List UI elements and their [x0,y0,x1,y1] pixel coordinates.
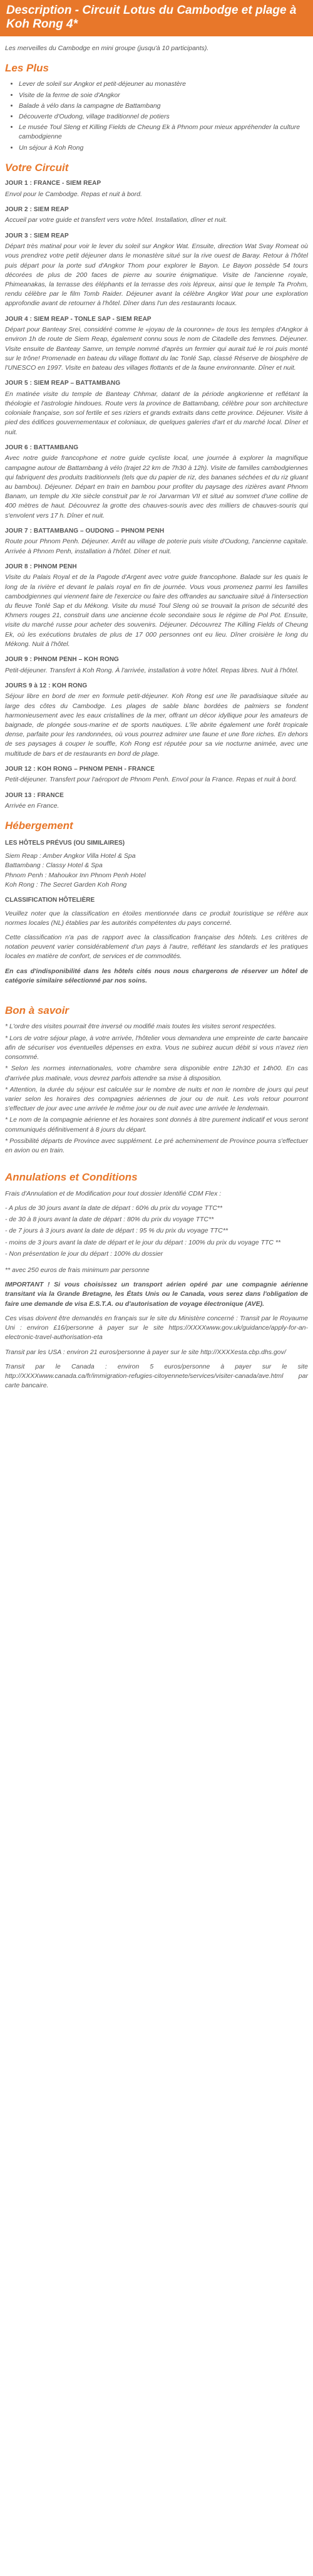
availability-note: En cas d'indisponibilité dans les hôtels cités nous nous chargerons de réserver un hôtel de catégorie similaire sélectionné par nos soins. [5,967,308,984]
annulation-intro: Frais d'Annulation et de Modification pour tout dossier Identifié CDM Flex : [5,1189,222,1197]
bon-a-savoir-heading: Bon à savoir [5,1004,69,1017]
hotel-item: Siem Reap : Amber Angkor Villa Hotel & Spa [5,852,136,860]
day-text: Départ très matinal pour voir le lever du soleil sur Angkor Wat. Ensuite, direction Wat Svay Romeat où vous prendrez votre petit déjeuner dans le monastère situé sur la rive ouest de Baray. Retour à l'hôtel puis départ pour la porte sud d'Angkor Thom pour explorer le Bayon. Le Bayon possède 54 tours décorées de plus de 200 faces de pierre au sourire énigmatique. Visite de l'ancienne royale, Phimeanakas, la terrasse des éléphants et la terrasse des rois lépreux, ainsi que le temple Ta Prohm, rendu célèbre par le film Tomb Raider. Déjeuner avant la célèbre Angkor Wat pour une exploration approfondie avant de retourner à l'hôtel. Dîner dans l'un des restaurants locaux. [5,242,308,308]
day-title: JOUR 6 : BATTAMBANG [5,444,79,451]
note-item: * Lors de votre séjour plage, à votre arrivée, l'hôtelier vous demandera une empreinte de carte bancaire afin de sécuriser vos éventuelles dépenses en extra. Vous ne subirez aucun débit si vous n'avez rien consommé. [5,1034,308,1061]
day-item [5,765,308,785]
day-item [5,527,308,556]
classification-text: Veuillez noter que la classification en étoiles mentionnée dans ce produit touristique se réfère aux normes locales (NL) établies par les autorités compétentes du pays concerné. [5,909,308,927]
day-text: Séjour libre en bord de mer en formule petit-déjeuner. Koh Rong est une île paradisiaque située au large des côtes du Cambodge. Les plages de sable blanc bordées de palmiers se fondent harmonieusement avec les eaux cristallines de la mer, offrant un décor idyllique pour les amateurs de baignade, de plongée sous-marine et de sports nautiques. L'île abrite également une forêt tropicale dense, parfaite pour les randonnées, où vous pourrez admirer une faune et une flore riches. En dehors de ses paysages à couper le souffle, Koh Rong est réputée pour sa vie nocturne animée, avec une multitude de bars et de restaurants en bord de plage. [5,692,308,758]
day-item [5,444,308,521]
day-title: JOUR 3 : SIEM REAP [5,232,69,239]
hebergement-heading: Hébergement [5,820,73,832]
fee-line: - moins de 3 jours avant la date de départ et le jour du départ : 100% du prix du voyage TTC ** [5,1238,281,1246]
day-item [5,791,308,811]
day-title: JOUR 4 : SIEM REAP - TONLE SAP - SIEM REAP [5,315,151,323]
note-item: * Attention, la durée du séjour est calculée sur le nombre de nuits et non le nombre de jours qui peut varier selon les horaires des compagnies aériennes de jour ou de nuit. Les vols retour pourront s'effectuer de jour avec une arrivée le même jour ou de nuit avec une arrivée le lendemain. [5,1085,308,1113]
day-text: Petit-déjeuner. Transfert pour l'aéroport de Phnom Penh. Envol pour la France. Repas et nuit à bord. [5,776,297,784]
day-text: En matinée visite du temple de Banteay Chhmar, datant de la période angkorienne et reflétant la théologie et l'astrologie hindoues. Route vers la province de Battambang, célèbre pour son architecture coloniale française, son sol fertile et ses riziers et grands extraits dans cette province. Déjeuner. Visite à pied des édifices gouvernementaux et coloniaux, de quelques galeries d'art et du marché local. Dîner et nuit. [5,390,308,436]
hotel-item: Phnom Penh : Mahoukor Inn Phnom Penh Hotel [5,871,146,879]
hotel-item: Koh Rong : The Secret Garden Koh Rong [5,880,127,889]
fee-line: - de 30 à 8 jours avant la date de départ : 80% du prix du voyage TTC** [5,1216,214,1224]
day-item [5,179,308,199]
page-title: Description - Circuit Lotus du Cambodge et plage à Koh Rong 4* [0,0,313,36]
day-item [5,206,308,226]
day-item [5,655,308,675]
plus-heading: Les Plus [5,61,49,74]
note-item: * Selon les normes internationales, votre chambre sera disponible entre 12h30 et 14h00. En cas d'arrivée plus matinale, vous devrez parfois attendre sa mise à disposition. [5,1065,308,1082]
day-title: JOUR 12 : KOH RONG – PHNOM PENH - FRANCE [5,765,155,773]
circuit-heading: Votre Circuit [5,161,69,174]
day-text: Accueil par votre guide et transfert vers votre hôtel. Installation, dîner et nuit. [5,216,227,224]
day-item [5,682,308,759]
fee-line: - de 7 jours à 3 jours avant la date de départ : 95 % du prix du voyage TTC** [5,1227,228,1235]
day-title: JOUR 8 : PHNOM PENH [5,563,77,570]
note-item: * Le nom de la compagnie aérienne et les horaires sont donnés à titre purement indicatif et vous seront communiqués définitivement à 8 jours du départ. [5,1116,308,1134]
plus-list [5,80,308,153]
classification-title: CLASSIFICATION HÔTELIÈRE [5,897,95,904]
classification-text: Cette classification n'a pas de rapport avec la classification française des hôtels. Les critères de notation peuvent varier considérablement d'un pays à l'autre, reflétant les standards et les pratiques locales en matière de confort, de services et de commodités. [5,933,308,961]
day-title: JOUR 2 : SIEM REAP [5,206,69,213]
list-item: • Lever de soleil sur Angkor et petit-déjeuner au monastère [19,80,308,89]
day-title: JOUR 13 : FRANCE [5,791,64,799]
fee-line: - Non présentation le jour du départ : 100% du dossier [5,1249,163,1258]
day-title: JOUR 7 : BATTAMBANG – OUDONG – PHNOM PENH [5,527,165,534]
list-item: • Balade à vélo dans la campagne de Battambang [19,102,308,111]
day-text: Petit-déjeuner. Transfert à Koh Rong. À l'arrivée, installation à votre hôtel. Repas libres. Nuit à l'hôtel. [5,666,299,674]
intro-text: Les merveilles du Cambodge en mini groupe (jusqu'à 10 participants). [5,44,209,52]
day-item [5,563,308,649]
hotel-item: Battambang : Classy Hotel & Spa [5,862,103,870]
day-text: Visite du Palais Royal et de la Pagode d'Argent avec votre guide francophone. Balade sur les quais le long de la rivière et devant le palais royal en fin de journée. Vous vous promenez parmi les familles cambodgiennes qui viennent faire de l'exercice ou faire des offrandes au sanctuaire situé à l'intersection du fleuve Tonlé Sap et du Mékong. Visite du musé Toul Sleng où se trouvait la prison de sécurité des Khmers rouges 21, construit dans une ancienne école secondaire sous le régime de Pol Pot. Ensuite, visite du marché russe pour acheter des souvenirs. Déjeuner. Découvrez The Killing Fields of Cheung Ek, où les exécutions brutales de plus de 17 000 personnes ont eu lieu. Dîner croisière le long du Mékong. Nuit à l'hôtel. [5,573,308,648]
day-title: JOUR 5 : SIEM REAP – BATTAMBANG [5,380,121,387]
content [0,36,313,1402]
note-item: * L'ordre des visites pourrait être inversé ou modifié mais toutes les visites seront respectées. [5,1023,277,1031]
visa-canada: Transit par le Canada : environ 5 euros/personne à payer sur le site http://XXXXwww.canada.ca/fr/immigration-refugies-citoyennete/services/visiter-canada/ave.html par carte bancaire. [5,1362,308,1390]
important-note: IMPORTANT ! Si vous choisissez un transport aérien opéré par une compagnie aérienne transitant via la Grande Bretagne, les États Unis ou le Canada, vous serez dans l'obligation de faire une demande de visa E.S.T.A. ou d'autorisation de voyage électronique (AVE). [5,1281,308,1308]
annulation-heading: Annulations et Conditions [5,1171,138,1184]
visa-info: Ces visas doivent être demandés en français sur le site du Ministère concerné : Transit par le Royaume Uni : environ £16/personne à payer sur le site https://XXXXwww.gov.uk/guidance/apply-for-an-electronic-travel-authorisation-eta [5,1314,308,1342]
day-text: Arrivée en France. [5,802,59,810]
day-text: Route pour Phnom Penh. Déjeuner. Arrêt au village de poterie puis visite d'Oudong, l'ancienne capitale. Arrivée à Phnom Penh, installation à l'hôtel. Dîner et nuit. [5,538,308,555]
day-text: Envol pour le Cambodge. Repas et nuit à bord. [5,190,142,198]
list-item: • Découverte d'Oudong, village traditionnel de potiers [19,112,308,122]
day-title: JOUR 9 : PHNOM PENH – KOH RONG [5,656,119,664]
day-item [5,379,308,437]
day-text: Départ pour Banteay Srei, considéré comme le «joyau de la couronne» de tous les temples d'Angkor à environ 1h de route de Siem Reap, également connu sous le nom de Citadelle des femmes. Déjeuner. Visite ensuite de Banteay Samre, un temple nommé d'après un fermier qui aurait tué le roi puis monté sur le trône! Promenade en bateau du village flottant du lac Tonlé Sap, classé Réserve de biosphère de l'UNESCO en 1997. Visite en bateau des villages flottants et de la faune environnante. Dîner et nuit. [5,326,308,372]
note-item: * Possibilité départs de Province avec supplément. Le pré acheminement de Province pourra s'effectuer en avion ou en train. [5,1137,308,1155]
day-title: JOUR 1 : FRANCE - SIEM REAP [5,180,101,187]
hotel-list [5,852,308,890]
day-title: JOURS 9 à 12 : KOH RONG [5,682,88,689]
list-item: • Un séjour à Koh Rong [19,143,308,153]
day-text: Avec notre guide francophone et notre guide cycliste local, une journée à explorer la magnifique campagne autour de Battambang à vélo (trajet 22 km de 7h30 à 12h). Visite de familles cambodgiennes qui fabriquent des produits traditionnels (tels que du papier de riz, des bananes séchées et du riz gluant au bambou). Déjeuner. Départ en train en bambou pour profiter du paysage des rizières avant Phnom Banam, un temple du XIe siècle construit par le roi Jarvarman VII et situé au sommet d'une colline de 400 mètres de haut. Découvrez la grotte des chauves-souris avec des milliers de chauves-souris qui s'envolent vers 17 h. Dîner et nuit. [5,454,308,519]
fee-line: - A plus de 30 jours avant la date de départ : 60% du prix du voyage TTC** [5,1204,223,1212]
list-item: • Le musée Toul Sleng et Killing Fields de Cheung Ek à Phnom pour mieux appréhender la culture cambodgienne [19,123,308,142]
day-item [5,232,308,309]
day-item [5,315,308,373]
hotels-subheading: LES HÔTELS PRÉVUS (OU SIMILAIRES) [5,839,125,847]
fees-note: ** avec 250 euros de frais minimum par personne [5,1266,150,1275]
list-item: • Visite de la ferme de soie d'Angkor [19,91,308,100]
visa-usa: Transit par les USA : environ 21 euros/personne à payer sur le site http://XXXXesta.cbp.dhs.gov/ [5,1348,286,1356]
